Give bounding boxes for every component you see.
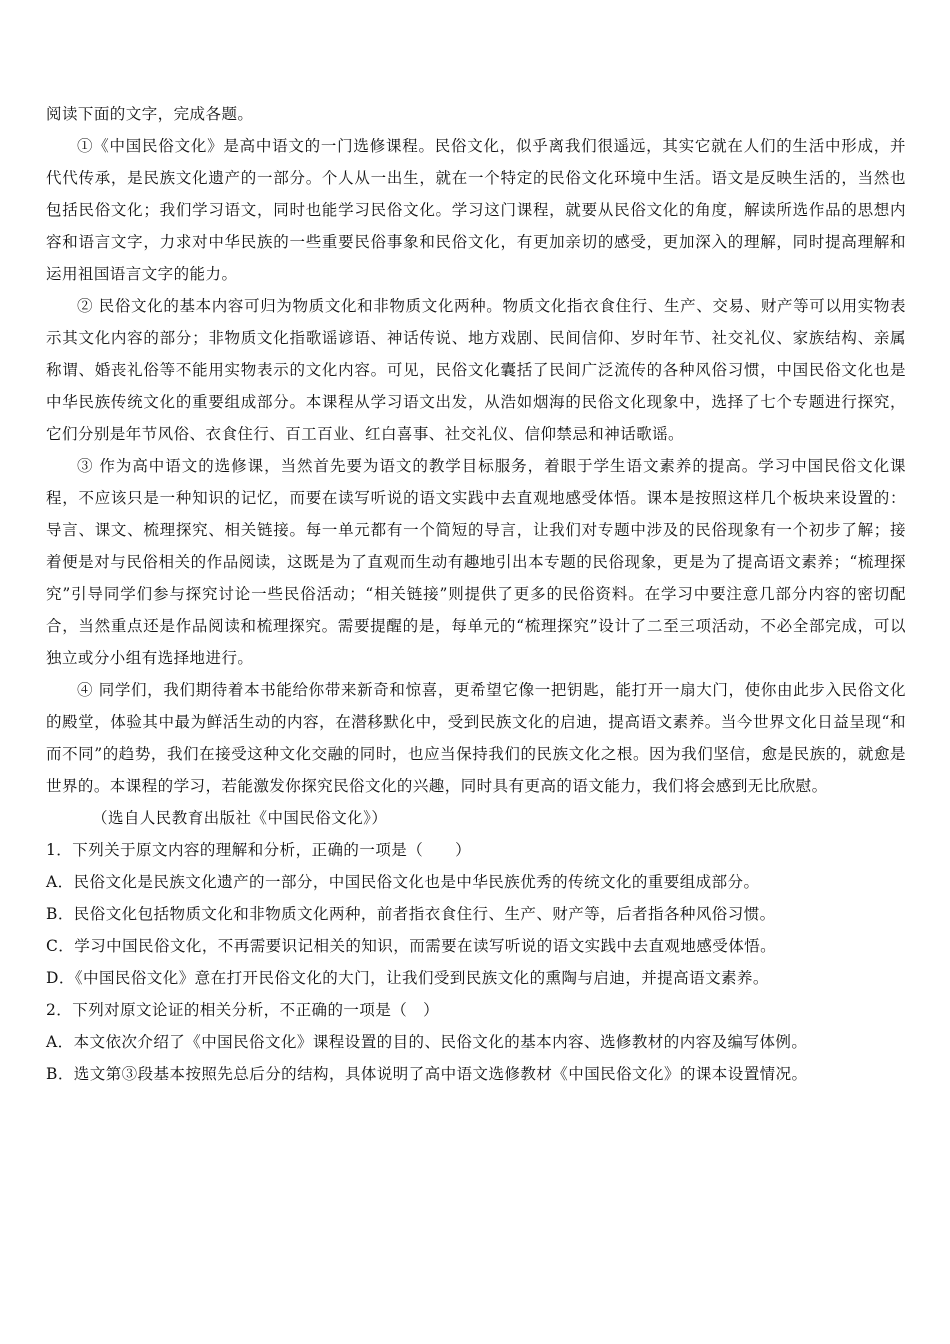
question-1-option-d: D．《中国民俗文化》意在打开民俗文化的大门，让我们受到民族文化的熏陶与启迪，并提高语文素养。 — [46, 969, 769, 987]
question-2 — [46, 994, 906, 1090]
question-2-option-a: A．本文依次介绍了《中国民俗文化》课程设置的目的、民俗文化的基本内容、选修教材的内容及编写体例。 — [46, 1033, 808, 1051]
passage-paragraph-3: ③ 作为高中语文的选修课，当然首先要为语文的教学目标服务，着眼于学生语文素养的提高。学习中国民俗文化课程，不应该只是一种知识的记忆，而要在读写听说的语文实践中去直观地感受体悟。课本是按照这样几个板块来设置的：导言、课文、梳理探究、相关链接。每一单元都有一个简短的导言，让我们对专题中涉及的民俗现象有一个初步了解；接着便是对与民俗相关的作品阅读，这既是为了直观而生动有趣地引出本专题的民俗现象，更是为了提高语文素养；“梳理探究”引导同学们参与探究讨论一些民俗活动；“相关链接”则提供了更多的民俗资料。在学习中要注意几部分内容的密切配合，当然重点还是作品阅读和梳理探究。需要提醒的是，每单元的“梳理探究”设计了二至三项活动，不必全部完成，可以独立或分小组有选择地进行。 — [46, 457, 906, 667]
reading-instruction: 阅读下面的文字，完成各题。 — [46, 105, 254, 123]
question-1-option-c: C．学习中国民俗文化，不再需要识记相关的知识，而需要在读写听说的语文实践中去直观地感受体悟。 — [46, 937, 777, 955]
question-2-option-b: B．选文第③段基本按照先总后分的结构，具体说明了高中语文选修教材《中国民俗文化》的课本设置情况。 — [46, 1065, 808, 1083]
question-1 — [46, 834, 906, 994]
passage-source: （选自人民教育出版社《中国民俗文化》） — [92, 809, 388, 827]
question-1-option-b: B．民俗文化包括物质文化和非物质文化两种，前者指衣食住行、生产、财产等，后者指各种风俗习惯。 — [46, 905, 776, 923]
passage-paragraph-4: ④ 同学们，我们期待着本书能给你带来新奇和惊喜，更希望它像一把钥匙，能打开一扇大门，使你由此步入民俗文化的殿堂，体验其中最为鲜活生动的内容，在潜移默化中，受到民族文化的启迪，提高语文素养。当今世界文化日益呈现“和而不同”的趋势，我们在接受这种文化交融的同时，也应当保持我们的民族文化之根。因为我们坚信，愈是民族的，就愈是世界的。本课程的学习，若能激发你探究民俗文化的兴趣，同时具有更高的语文能力，我们将会感到无比欣慰。 — [46, 681, 906, 795]
document-page — [46, 98, 906, 1090]
question-1-stem: 1．下列关于原文内容的理解和分析，正确的一项是（ ） — [46, 841, 472, 859]
question-2-stem: 2．下列对原文论证的相关分析，不正确的一项是（ ） — [46, 1001, 440, 1019]
passage-paragraph-1: ①《中国民俗文化》是高中语文的一门选修课程。民俗文化，似乎离我们很遥远，其实它就在人们的生活中形成，并代代传承，是民族文化遗产的一部分。个人从一出生，就在一个特定的民俗文化环境中生活。语文是反映生活的，当然也包括民俗文化；我们学习语文，同时也能学习民俗文化。学习这门课程，就要从民俗文化的角度，解读所选作品的思想内容和语言文字，力求对中华民族的一些重要民俗事象和民俗文化，有更加亲切的感受，更加深入的理解，同时提高理解和运用祖国语言文字的能力。 — [46, 137, 906, 283]
question-1-option-a: A．民俗文化是民族文化遗产的一部分，中国民俗文化也是中华民族优秀的传统文化的重要组成部分。 — [46, 873, 760, 891]
passage-paragraph-2: ② 民俗文化的基本内容可归为物质文化和非物质文化两种。物质文化指衣食住行、生产、交易、财产等可以用实物表示其文化内容的部分；非物质文化指歌谣谚语、神话传说、地方戏剧、民间信仰、岁时年节、社交礼仪、家族结构、亲属称谓、婚丧礼俗等不能用实物表示的文化内容。可见，民俗文化囊括了民间广泛流传的各种风俗习惯，中国民俗文化也是中华民族传统文化的重要组成部分。本课程从学习语文出发，从浩如烟海的民俗文化现象中，选择了七个专题进行探究，它们分别是年节风俗、衣食住行、百工百业、红白喜事、社交礼仪、信仰禁忌和神话歌谣。 — [46, 297, 906, 443]
